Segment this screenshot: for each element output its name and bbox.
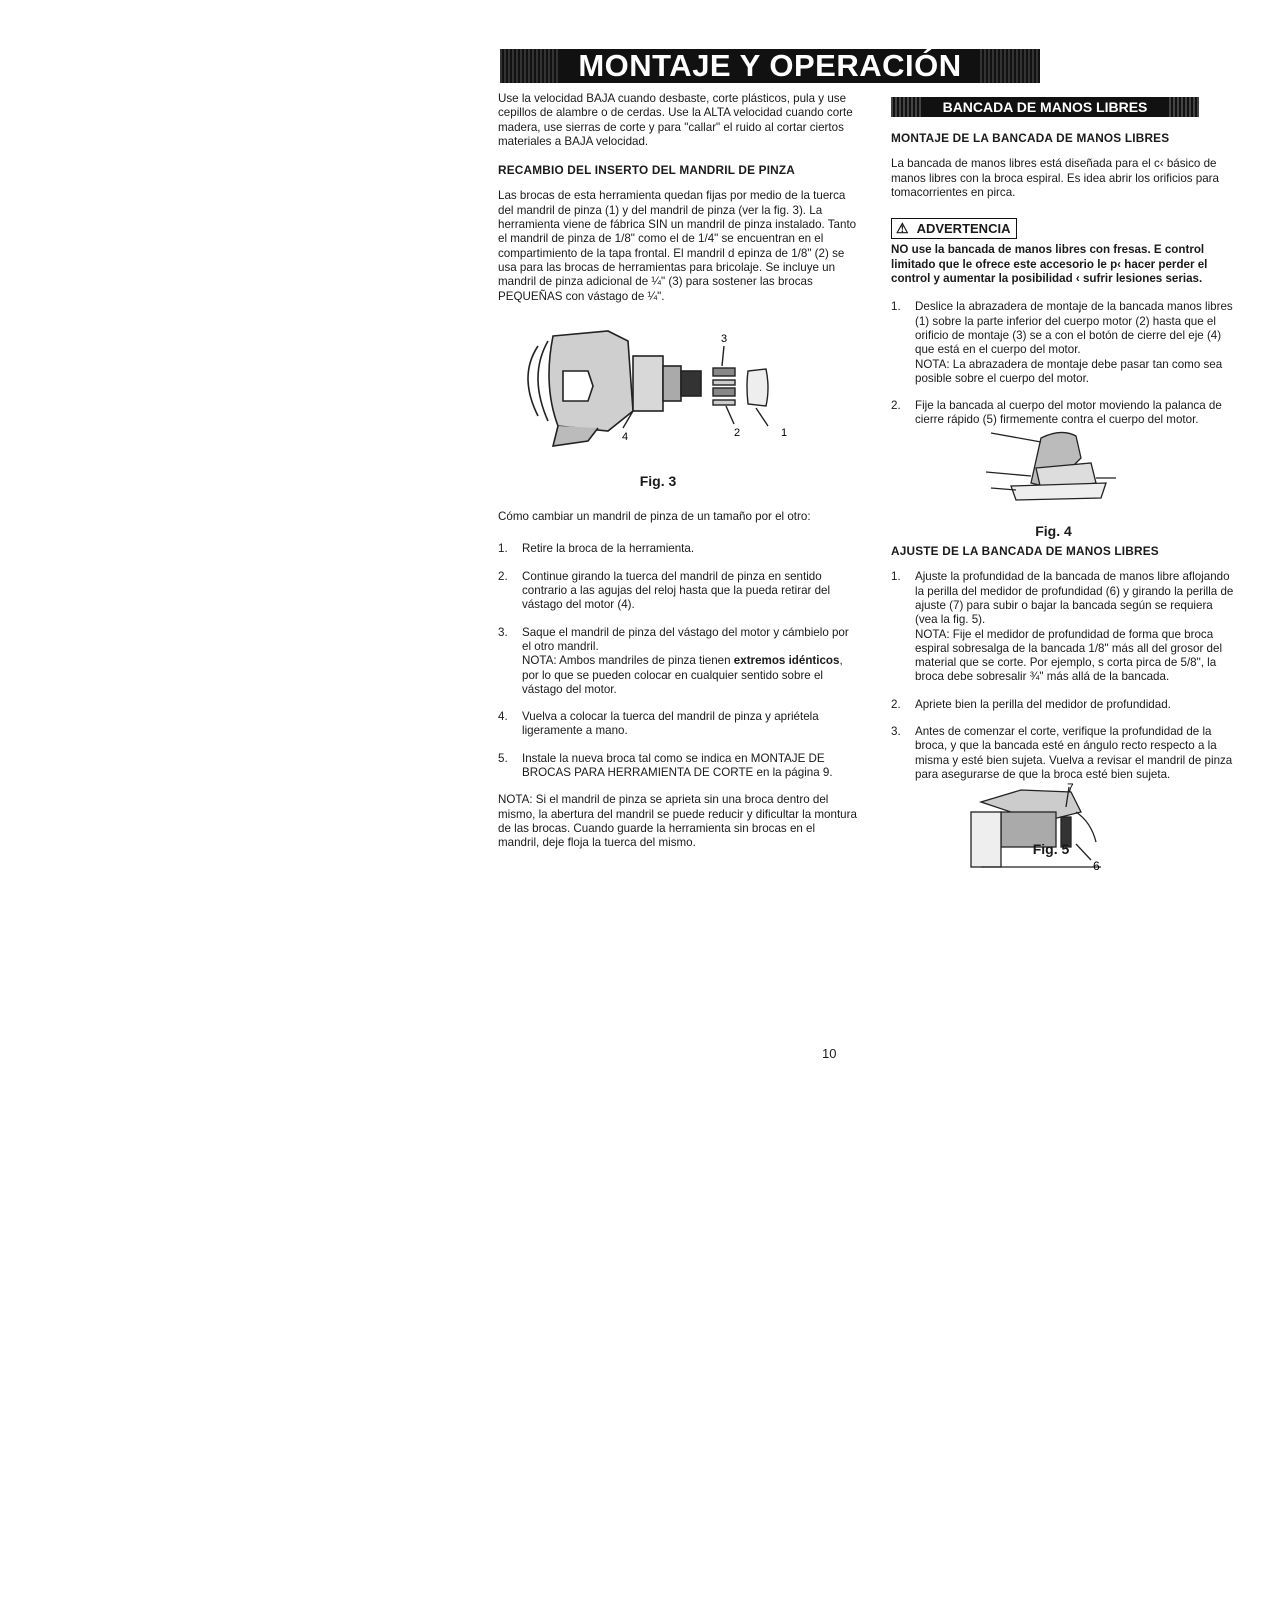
fig5-label-7: 7 <box>1067 782 1074 796</box>
list-item: 5. Instale la nueva broca tal como se indica en MONTAJE DE BROCAS PARA HERRAMIENTA DE CORTE en la página 9. <box>498 751 833 780</box>
fig3-label-4: 4 <box>622 430 629 443</box>
figure-5 <box>891 782 1236 872</box>
warning-label: ⚠ ADVERTENCIA <box>891 218 1017 239</box>
list-item: 1. Retire la broca de la herramienta. <box>498 542 695 556</box>
collet-steps <box>498 542 858 780</box>
fig3-label-3: 3 <box>721 332 728 345</box>
mounting-intro: La bancada de manos libres está diseñada para el c‹ básico de manos libres con la broca espiral. Es idea abrir los orificios para tomacorrientes en pirca. <box>891 157 1219 199</box>
adjustment-heading: AJUSTE DE LA BANCADA DE MANOS LIBRES <box>891 544 1159 559</box>
section-banner: BANCADA DE MANOS LIBRES <box>891 97 1199 117</box>
left-column <box>498 92 858 863</box>
figure-4 <box>891 428 1236 508</box>
fig3-label-1: 1 <box>781 426 788 439</box>
figure-3 <box>498 316 858 466</box>
intro-paragraph: Use la velocidad BAJA cuando desbaste, corte plásticos, pula y use cepillos de alambre o de cerdas. Use la ALTA velocidad cuando corte madera, use sierras de corte y para "callar" el ruido al cortar ciertos materiales a BAJA velocidad. <box>498 92 853 148</box>
bench-mount-illustration <box>891 428 1236 508</box>
list-item: 2. Fije la bancada al cuerpo del motor moviendo la palanca de cierre rápido (5) firmemente contra el cuerpo del motor. <box>891 399 1222 427</box>
mounting-steps <box>891 300 1236 427</box>
warning-triangle-icon: ⚠ <box>896 220 909 237</box>
list-item: 1. Deslice la abrazadera de montaje de la bancada manos libres (1) sobre la parte inferior del cuerpo motor (2) hasta que el orificio de montaje (3) se a con el botón de cierre del eje (4) que está en el cuerpo del motor. NOTA: La abrazadera de montaje debe pasar tan como sea posible sobre el cuerpo del motor. <box>891 300 1233 385</box>
fig5-label-6: 6 <box>1093 859 1100 873</box>
collet-paragraph: Las brocas de esta herramienta quedan fijas por medio de la tuerca del mandril de pinza (1) y del mandril de pinza (ver la fig. 3). La herramienta viene de fábrica SIN un mandril de pinza instalado. Tanto el mandril de pinza de 1/8" como el de 1/4" se encuentran en el compartimiento de la tapa frontal. El mandril d epinza de 1/8" (2) se usa para las brocas de herramientas para bricolaje. Se incluye un mandril de pinza adicional de ¼" (3) para sostener las brocas PEQUEÑAS con vástago de ¼". <box>498 189 857 303</box>
depth-adjust-illustration <box>891 782 1236 872</box>
change-intro: Cómo cambiar un mandril de pinza de un tamaño por el otro: <box>498 510 811 524</box>
final-note: NOTA: Si el mandril de pinza se aprieta sin una broca dentro del mismo, la abertura del mandril se puede reducir y dificultar la montura de las brocas. Cuando guarde la herramienta sin brocas en el mandril, deje floja la tuerca del mismo. <box>498 793 857 850</box>
adjustment-steps <box>891 570 1236 782</box>
collet-replacement-heading: RECAMBIO DEL INSERTO DEL MANDRIL DE PINZA <box>498 163 796 178</box>
list-item: 2. Apriete bien la perilla del medidor de profundidad. <box>891 697 1171 711</box>
list-item: 1. Ajuste la profundidad de la bancada de manos libre aflojando la perilla del medidor de profundidad (6) y girando la perilla de ajuste (7) para subir o bajar la bancada según se requiera (vea la fig. 5). NOTA: Fije el medidor de profundidad de forma que broca espiral sobresalga de la bancada 1/8" más all del grosor del material que se corte. Por ejemplo, s corta pirca de 5/8", la broca debe sobresalir ¾" más allá de la bancada. <box>891 570 1234 684</box>
warning-text: NO use la bancada de manos libres con fresas. E control limitado que le ofrece este accesorio le p‹ hacer perder el control y aumentar la posibilidad ‹ sufrir lesiones serias. <box>891 243 1208 286</box>
fig5-caption: Fig. 5 <box>1032 841 1070 858</box>
collet-illustration <box>498 316 858 466</box>
right-column <box>891 97 1236 872</box>
list-item: 3. Saque el mandril de pinza del vástago del motor y cámbielo por el otro mandril. NOTA: Ambos mandriles de pinza tienen extremos idénticos, por lo que se pueden colocar en cualquier sentido sobre el vástago del motor. <box>498 625 849 696</box>
list-item: 2. Continue girando la tuerca del mandril de pinza en sentido contrario a las agujas del reloj hasta que la pueda retirar del vástago del motor (4). <box>498 569 831 612</box>
mounting-heading: MONTAJE DE LA BANCADA DE MANOS LIBRES <box>891 131 1170 145</box>
page-banner: MONTAJE Y OPERACIÓN <box>500 49 1040 83</box>
fig3-caption: Fig. 3 <box>639 472 677 489</box>
fig4-caption: Fig. 4 <box>1035 522 1072 539</box>
fig3-label-2: 2 <box>734 426 741 439</box>
list-item: 3. Antes de comenzar el corte, verifique la profundidad de la broca, y que la bancada esté en ángulo recto respecto a la misma y esté bien sujeta. Vuelva a revisar el mandril de pinza para asegurarse de que la broca esté bien sujeta. <box>891 725 1233 781</box>
list-item: 4. Vuelva a colocar la tuerca del mandril de pinza y apriétela ligeramente a mano. <box>498 710 819 738</box>
page-number: 10 <box>822 1046 837 1061</box>
